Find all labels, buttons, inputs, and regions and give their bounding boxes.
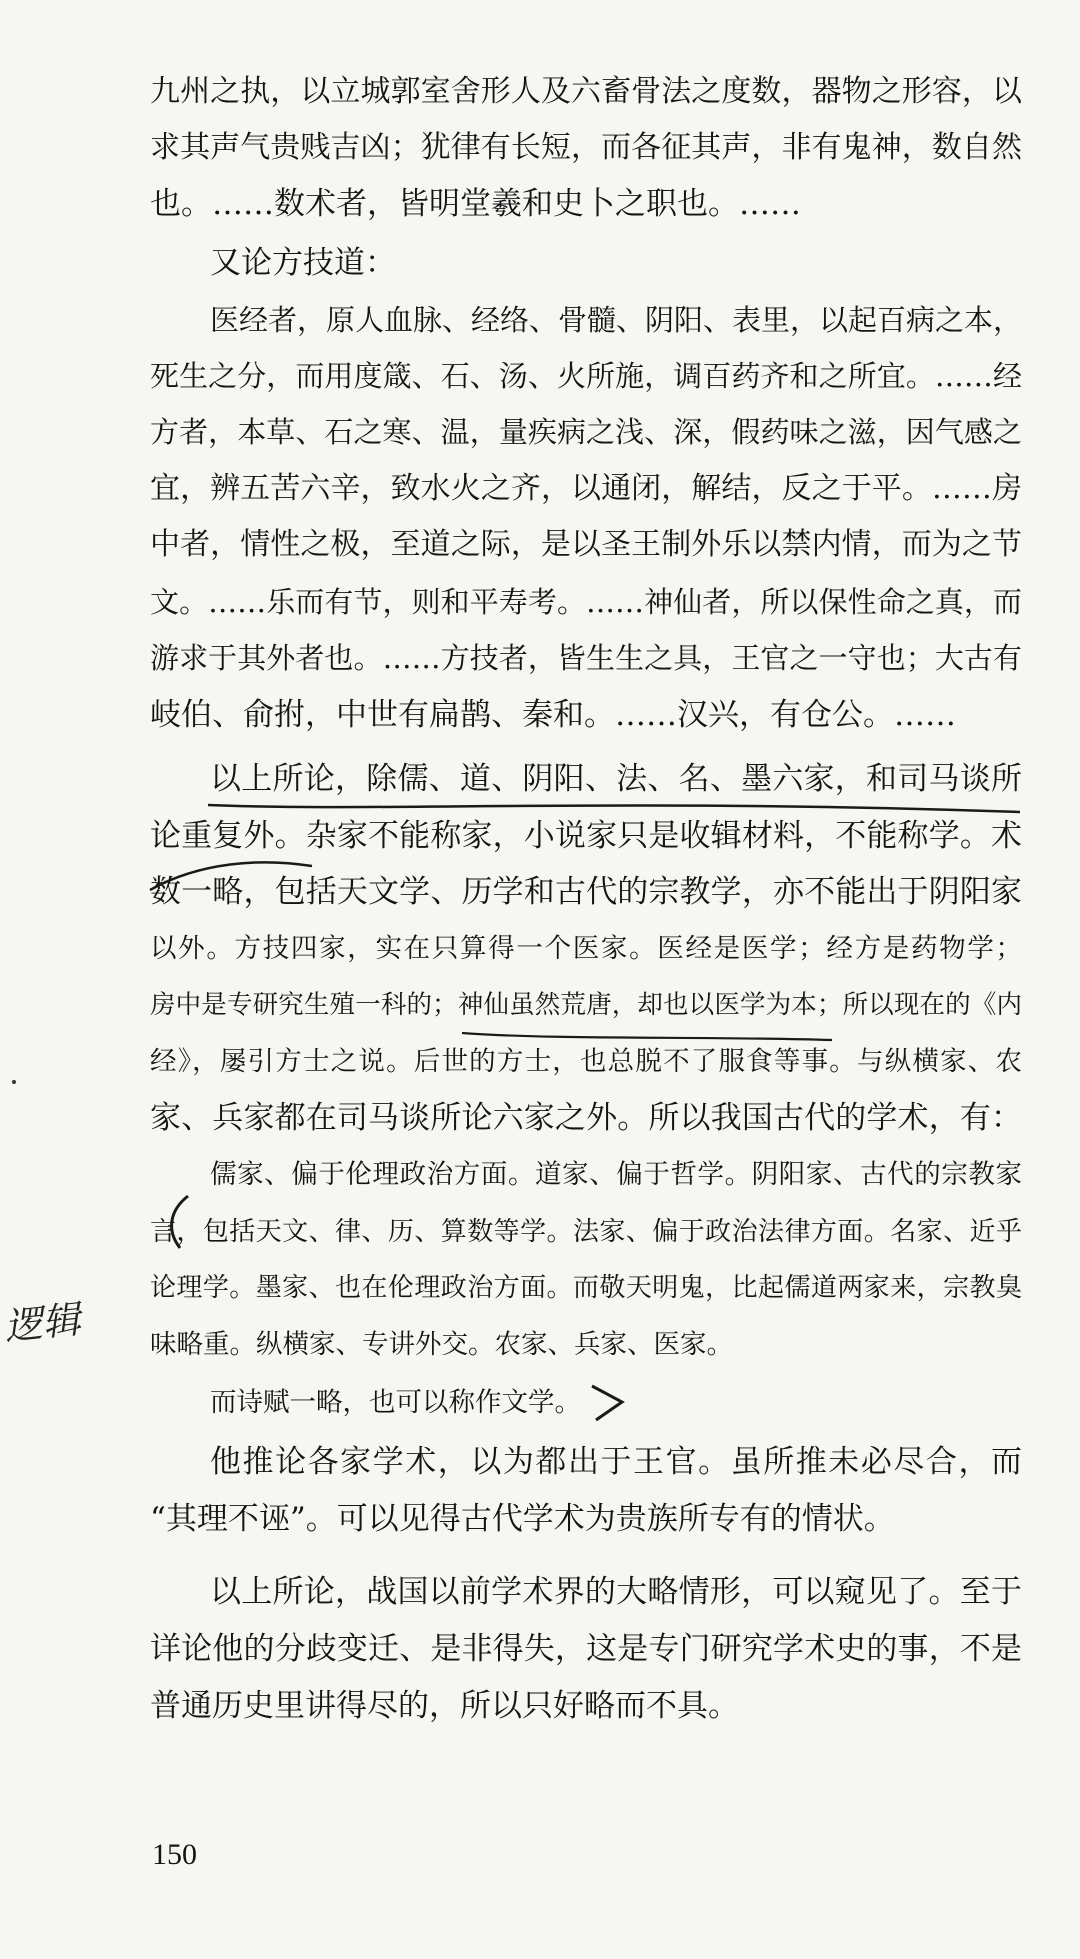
text-line: 味略重。纵横家、专讲外交。农家、兵家、医家。 xyxy=(150,1329,733,1360)
text-line: 宜，辨五苦六辛，致水火之齐，以通闭，解结，反之于平。……房 xyxy=(150,471,1022,506)
page-number: 150 xyxy=(152,1838,197,1871)
text-line: 文。……乐而有节，则和平寿考。……神仙者，所以保性命之真，而 xyxy=(150,585,1022,619)
text-line: 他推论各家学术，以为都出于王官。虽所推未必尽合，而 xyxy=(210,1444,1022,1480)
underline-mark xyxy=(208,805,1020,812)
text-line: 以上所论，战国以前学术界的大略情形，可以窥见了。至于 xyxy=(210,1574,1022,1610)
handwritten-margin-note: 逻辑 xyxy=(2,1297,83,1349)
text-line: 游求于其外者也。……方技者，皆生生之具，王官之一守也；大古有 xyxy=(150,641,1022,675)
text-line: 也。……数术者，皆明堂羲和史卜之职也。…… xyxy=(150,186,801,222)
text-line: 又论方技道： xyxy=(210,245,396,281)
text-line: 死生之分，而用度箴、石、汤、火所施，调百药齐和之所宜。……经 xyxy=(150,359,1022,393)
text-line: 房中是专研究生殖一科的；神仙虽然荒唐，却也以医学为本；所以现在的《内 xyxy=(150,990,1022,1020)
text-line: 普通历史里讲得尽的，所以只好略而不具。 xyxy=(150,1688,739,1724)
ink-dot xyxy=(12,1080,16,1084)
underline-mark xyxy=(462,1033,832,1040)
text-line: 求其声气贵贱吉凶；犹律有长短，而各征其声，非有鬼神，数自然 xyxy=(150,130,1022,165)
text-line: 中者，情性之极，至道之际，是以圣王制外乐以禁内情，而为之节 xyxy=(150,527,1022,562)
text-line: 儒家、偏于伦理政治方面。道家、偏于哲学。阴阳家、古代的宗教家 xyxy=(210,1159,1022,1190)
text-line: 医经者，原人血脉、经络、骨髓、阴阳、表里，以起百病之本， xyxy=(210,303,1023,337)
text-line: 数一略，包括天文学、历学和古代的宗教学，亦不能出于阴阳家 xyxy=(150,874,1022,910)
text-line: 岐伯、俞拊，中世有扁鹊、秦和。……汉兴，有仓公。…… xyxy=(150,697,956,733)
text-line: 方者，本草、石之寒、温，量疾病之浅、深，假药味之滋，因气感之 xyxy=(150,415,1022,449)
text-line: 言，包括天文、律、历、算数等学。法家、偏于政治法律方面。名家、近乎 xyxy=(150,1217,1022,1247)
text-line: 论理学。墨家、也在伦理政治方面。而敬天明鬼，比起儒道两家来，宗教臭 xyxy=(150,1273,1022,1303)
text-line: 家、兵家都在司马谈所论六家之外。所以我国古代的学术，有： xyxy=(150,1100,1022,1136)
text-line: 论重复外。杂家不能称家，小说家只是收辑材料，不能称学。术 xyxy=(150,818,1022,854)
text-line: 以上所论，除儒、道、阴阳、法、名、墨六家，和司马谈所 xyxy=(210,761,1022,797)
text-line: 而诗赋一略，也可以称作文学。 xyxy=(210,1387,581,1418)
text-line: 九州之执，以立城郭室舍形人及六畜骨法之度数，器物之形容，以 xyxy=(150,74,1022,109)
text-line: 以外。方技四家，实在只算得一个医家。医经是医学；经方是药物学； xyxy=(150,933,1022,964)
text-line: 经》，屡引方士之说。后世的方士，也总脱不了服食等事。与纵横家、农 xyxy=(150,1046,1022,1077)
text-line: “其理不诬”。可以见得古代学术为贵族所专有的情状。 xyxy=(150,1501,895,1537)
text-line: 详论他的分歧变迁、是非得失，这是专门研究学术史的事，不是 xyxy=(150,1631,1022,1667)
